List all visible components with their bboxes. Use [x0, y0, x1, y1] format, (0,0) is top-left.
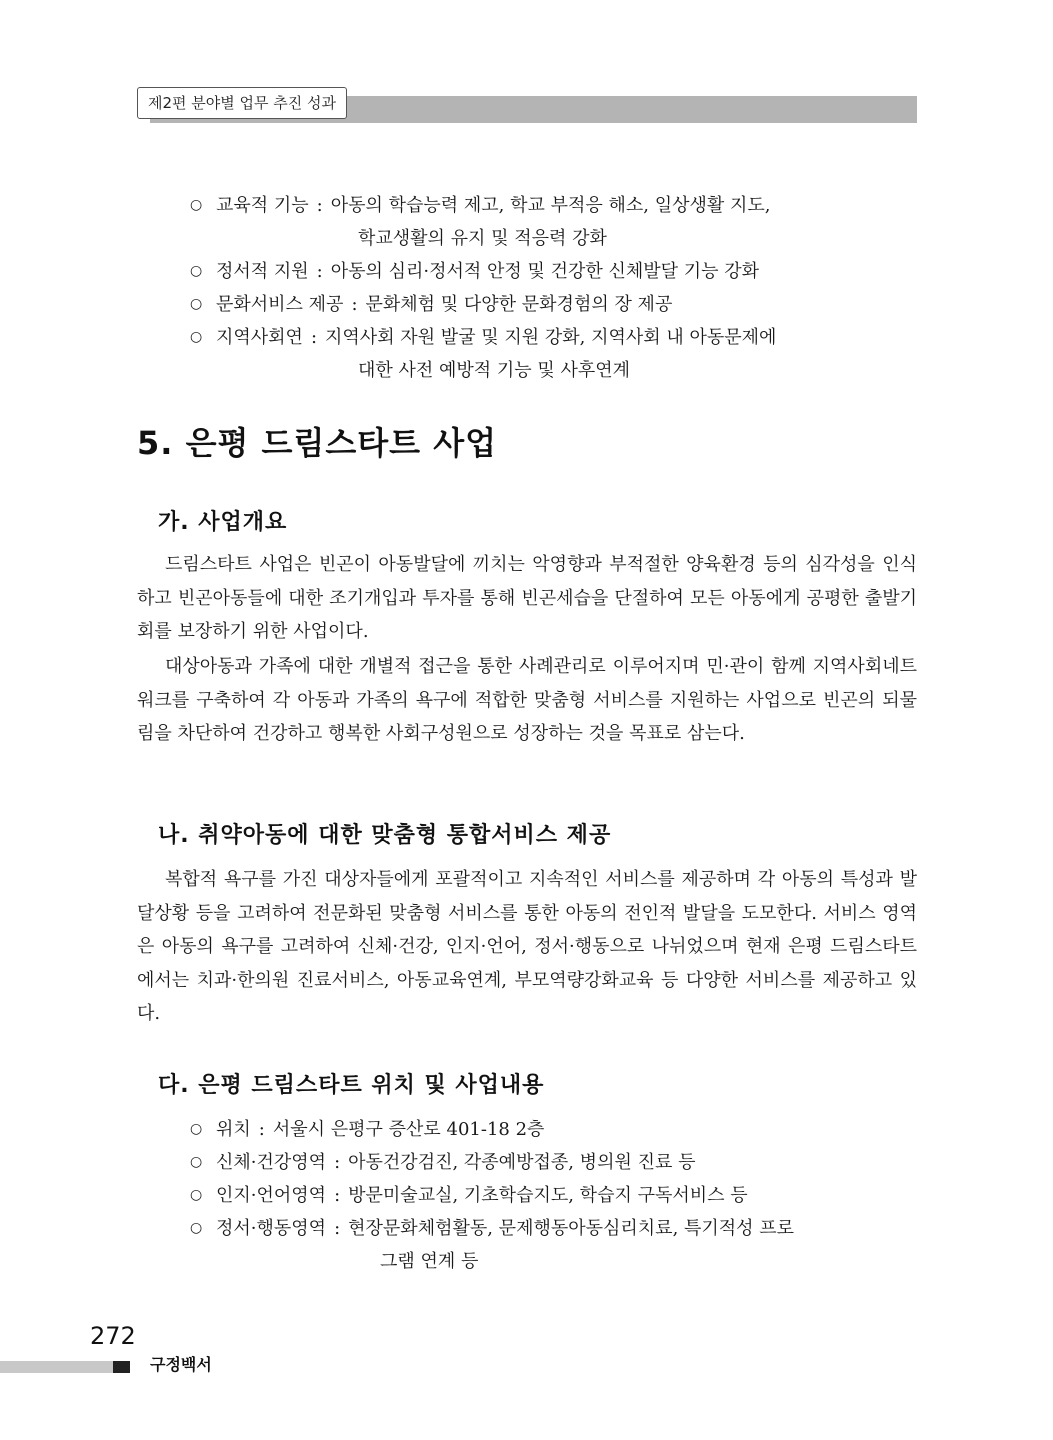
bullet-icon: ○: [190, 197, 203, 213]
bullet-desc: 아동의 학습능력 제고, 학교 부적응 해소, 일상생활 지도,: [330, 195, 771, 216]
bullet-desc-cont: 대한 사전 예방적 기능 및 사후연계: [358, 360, 631, 381]
subsection-title-b: 나. 취약아동에 대한 맞춤형 통합서비스 제공: [158, 823, 612, 848]
bullet-desc: 지역사회 자원 발굴 및 지원 강화, 지역사회 내 아동문제에: [325, 327, 777, 348]
bullet-separator: :: [334, 1185, 341, 1206]
list-item: [190, 321, 920, 354]
bullet-term: 인지·언어영역: [216, 1185, 327, 1206]
bullet-separator: :: [258, 1119, 265, 1140]
list-item: [190, 1113, 920, 1146]
bullet-term: 교육적 기능: [216, 195, 309, 216]
bullet-desc: 아동건강검진, 각종예방접종, 병의원 진료 등: [348, 1152, 696, 1173]
footer-block: [113, 1361, 130, 1373]
list-item-continuation: [190, 354, 920, 387]
paragraph: 복합적 욕구를 가진 대상자들에게 포괄적이고 지속적인 서비스를 제공하며 각 아동의 특성과 발달상황 등을 고려하여 전문화된 맞춤형 서비스를 통한 아동의 전인적 발달을 도모한다. 서비스 영역은 아동의 욕구를 고려하여 신체·건강, 인지·언어, 정서·행동으로 나뉘었으며 현재 은평 드림스타트에서는 치과·한의원 진료서비스, 아동교육연계, 부모역량강화교육 등 다양한 서비스를 제공하고 있다.: [137, 869, 917, 1024]
bullet-icon: ○: [190, 1187, 203, 1203]
bullet-separator: :: [316, 261, 323, 282]
bullet-term: 위치: [216, 1119, 251, 1140]
paragraph: 드림스타트 사업은 빈곤이 아동발달에 끼치는 악영향과 부적절한 양육환경 등의 심각성을 인식하고 빈곤아동들에 대한 조기개입과 투자를 통해 빈곤세습을 단절하여 모든 아동에게 공평한 출발기회를 보장하기 위한 사업이다.: [137, 554, 917, 642]
bullet-separator: :: [334, 1218, 341, 1239]
bullet-desc: 문화체험 및 다양한 문화경험의 장 제공: [365, 294, 673, 315]
bullet-desc: 방문미술교실, 기초학습지도, 학습지 구독서비스 등: [348, 1185, 748, 1206]
bullet-icon: ○: [190, 296, 203, 312]
page-number: 272: [90, 1322, 136, 1350]
bullet-separator: :: [334, 1152, 341, 1173]
list-item: [190, 255, 920, 288]
list-item-continuation: [190, 222, 920, 255]
bullet-desc: 서울시 은평구 증산로 401-18 2층: [272, 1119, 545, 1140]
subsection-title-a: 가. 사업개요: [158, 510, 288, 535]
list-item-continuation: [190, 1245, 920, 1278]
bullet-icon: ○: [190, 329, 203, 345]
bullet-icon: ○: [190, 1220, 203, 1236]
list-item: [190, 1146, 920, 1179]
service-bullet-list: [190, 1113, 920, 1278]
bullet-separator: :: [310, 327, 318, 348]
list-item: [190, 288, 920, 321]
list-item: [190, 1212, 920, 1245]
bullet-desc: 현장문화체험활동, 문제행동아동심리치료, 특기적성 프로: [348, 1218, 795, 1239]
bullet-icon: ○: [190, 1154, 203, 1170]
bullet-term: 지역사회연: [216, 327, 303, 348]
running-header: 제2편 분야별 업무 추진 성과: [137, 87, 347, 119]
bullet-term: 문화서비스 제공: [216, 294, 344, 315]
bullet-desc-cont: 학교생활의 유지 및 적응력 강화: [358, 228, 607, 249]
paragraph: 대상아동과 가족에 대한 개별적 접근을 통한 사례관리로 이루어지며 민·관이 함께 지역사회네트워크를 구축하여 각 아동과 가족의 욕구에 적합한 맞춤형 서비스를 지원하는 사업으로 빈곤의 되물림을 차단하여 건강하고 행복한 사회구성원으로 성장하는 것을 목표로 삼는다.: [137, 656, 917, 744]
bullet-icon: ○: [190, 1121, 203, 1137]
bullet-term: 정서적 지원: [216, 261, 309, 282]
bullet-term: 신체·건강영역: [216, 1152, 327, 1173]
list-item: [190, 189, 920, 222]
bullet-separator: :: [351, 294, 358, 315]
bullet-desc-cont: 그램 연계 등: [380, 1251, 479, 1272]
subsection-title-c: 다. 은평 드림스타트 위치 및 사업내용: [158, 1073, 545, 1098]
footer-label: 구정백서: [150, 1355, 212, 1374]
bullet-separator: :: [316, 195, 323, 216]
bullet-desc: 아동의 심리·정서적 안정 및 건강한 신체발달 기능 강화: [330, 261, 760, 282]
footer-bar: [0, 1361, 113, 1373]
list-item: [190, 1179, 920, 1212]
section-title: 5. 은평 드림스타트 사업: [137, 424, 498, 462]
intro-bullet-list: [190, 189, 920, 387]
bullet-term: 정서·행동영역: [216, 1218, 327, 1239]
bullet-icon: ○: [190, 263, 203, 279]
